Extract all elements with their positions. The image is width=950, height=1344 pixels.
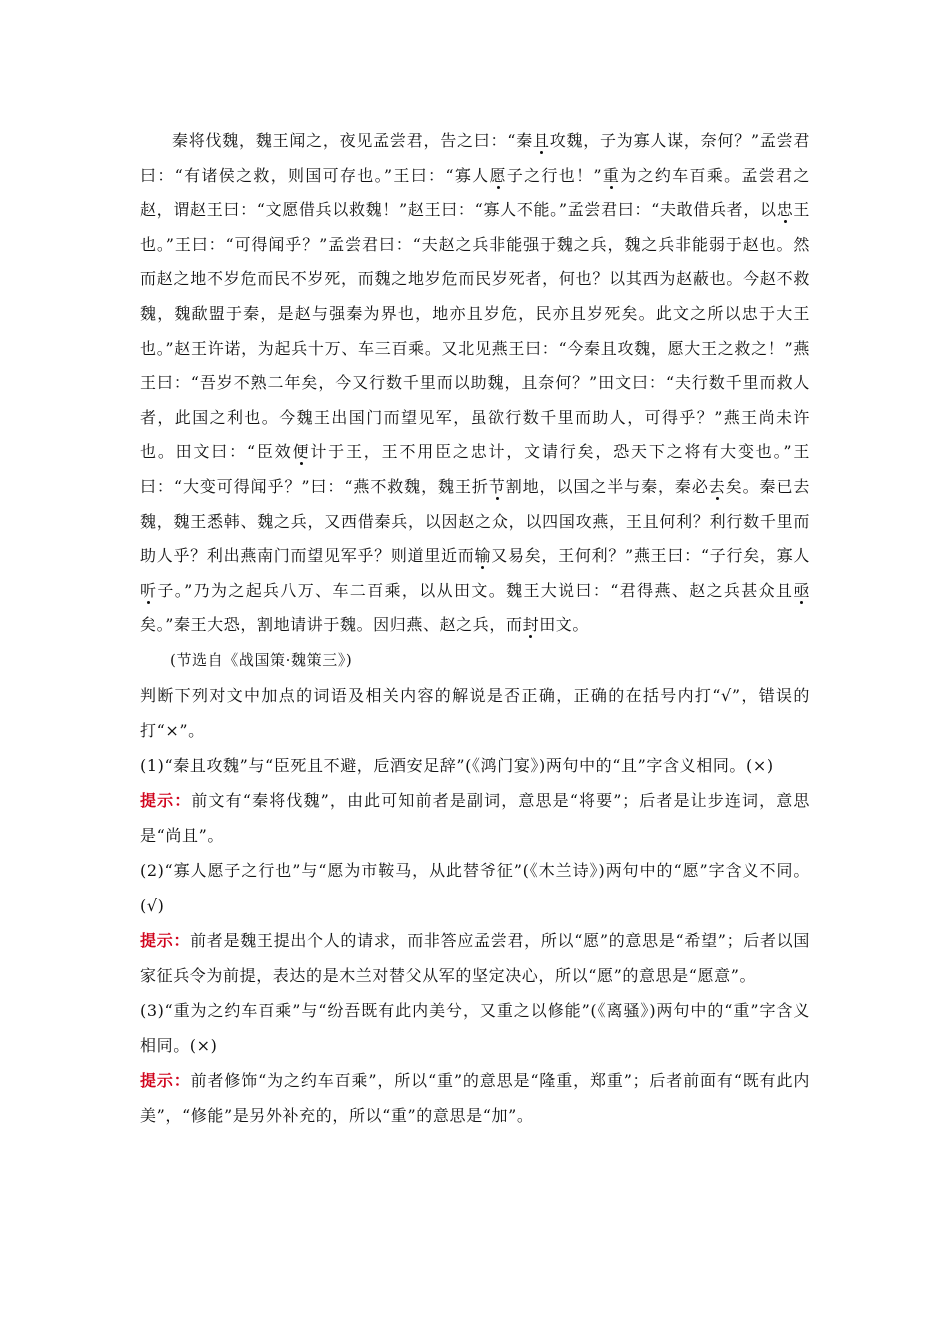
question-text: (1)“秦且攻魏”与“臣死且不避，卮酒安足辞”(《鸿门宴》)两句中的“且”字含义相同。(×) <box>140 755 774 775</box>
hint <box>140 1063 810 1133</box>
passage-text: 又易矣，王何利？”燕王曰：“子行矣，寡人 <box>491 546 810 566</box>
dotted-word: 重 <box>602 165 621 185</box>
passage-text: 秦将伐魏，魏王闻之，夜见孟尝君，告之曰：“秦 <box>172 131 533 150</box>
passage-text: 子之行也！” <box>506 165 603 185</box>
dotted-word: 输 <box>474 546 492 566</box>
dotted-word: 且 <box>532 131 550 150</box>
question-3 <box>140 993 810 1133</box>
passage-text: 王也。”王曰：“可得闻乎？”孟尝君曰：“夫赵之兵非能强于魏之兵，魏之兵非能弱于赵也。然而赵之地不岁危而民不岁死，而魏之地岁危而民岁死者，何也？以其西为赵蔽也。今赵不救魏，魏歃盟于秦，是赵与强秦为界也，地亦且岁危，民亦且岁死矣。此文之所以忠于大王也。”赵王许诺，为起兵十万、车三百乘。又北见燕王曰：“今秦且攻魏，愿大王之救之！”燕王曰：“吾岁不熟二年矣，今又行数千里而以助魏，且奈何？”田文曰：“夫行数千里而救人者，此国之利也。今魏王出国门而望见军，虽欲行数千里而助人，可得乎？”燕王尚未许也。田文曰：“臣效 <box>140 200 810 462</box>
dotted-word: 听 <box>140 580 158 600</box>
passage-text: 割地，以国之半与秦，秦必 <box>505 476 709 496</box>
instructions: 判断下列对文中加点的词语及相关内容的解说是否正确，正确的在括号内打“√”，错误的打“×”。 <box>140 685 810 740</box>
passage-paragraph <box>140 124 810 643</box>
dotted-word: 封 <box>522 615 540 635</box>
passage-text: 攻魏，子为寡人谋，奈何？”孟尝君曰：“有诸侯之救，则国可存也。”王曰：“寡人 <box>140 131 810 185</box>
question-text: (3)“重为之约车百乘”与“纷吾既有此内美兮，又重之以修能”(《离骚》)两句中的“重”字含义相同。(×) <box>140 1000 810 1055</box>
document-page <box>140 124 810 1133</box>
passage-text: 矣。”秦王大恐，割地请讲于魏。因归燕、赵之兵，而 <box>140 615 523 635</box>
dotted-word: 去 <box>708 476 726 496</box>
hint <box>140 923 810 993</box>
hint-label: 提示： <box>140 930 191 950</box>
passage-text: 为之约车百乘。孟尝君之赵，谓赵王曰：“文愿借兵以救魏！”赵王曰：“寡人不能。”孟尝君曰：“夫敢借兵者，以 <box>140 165 811 220</box>
passage-text: 田文。 <box>539 615 590 635</box>
question-2 <box>140 853 810 993</box>
hint-text: 前者修饰“为之约车百乘”，所以“重”的意思是“隆重，郑重”；后者前面有“既有此内美”，“修能”是另外补充的，所以“重”的意思是“加”。 <box>140 1070 810 1125</box>
dotted-word: 忠 <box>776 200 794 220</box>
question-1 <box>140 748 810 853</box>
dotted-word: 亟 <box>793 580 810 600</box>
classical-passage <box>140 124 810 678</box>
hint <box>140 783 810 853</box>
dotted-word: 节 <box>488 476 506 496</box>
passage-text: 计于王，王不用臣之忠计，文请行矣，恐天下之将有大变也。”王曰：“大变可得闻乎？”曰：“燕不救魏，魏王折 <box>140 442 810 496</box>
question-text: (2)“寡人愿子之行也”与“愿为市鞍马，从此替爷征”(《木兰诗》)两句中的“愿”字含义不同。(√) <box>140 860 810 915</box>
passage-text: 子。”乃为之起兵八万、车二百乘，以从田文。魏王大说曰：“君得燕、赵之兵甚众且 <box>157 580 794 600</box>
dotted-word: 愿 <box>489 165 507 185</box>
hint-label: 提示： <box>140 790 192 810</box>
passage-source: (节选自《战国策·魏策三》) <box>170 650 353 669</box>
passage-text: 矣。秦已去魏，魏王悉韩、魏之兵，又西借秦兵，以因赵之众，以四国攻燕，王且何利？利行数千里而助人乎？利出燕南门而望见军乎？则道里近而 <box>140 476 810 566</box>
hint-text: 前文有“秦将伐魏”，由此可知前者是副词，意思是“将要”；后者是让步连词，意思是“尚且”。 <box>140 790 810 845</box>
hint-text: 前者是魏王提出个人的请求，而非答应孟尝君，所以“愿”的意思是“希望”；后者以国家征兵令为前提，表达的是木兰对替父从军的坚定决心，所以“愿”的意思是“愿意”。 <box>140 930 810 985</box>
hint-label: 提示： <box>140 1070 191 1090</box>
dotted-word: 便 <box>292 442 311 462</box>
